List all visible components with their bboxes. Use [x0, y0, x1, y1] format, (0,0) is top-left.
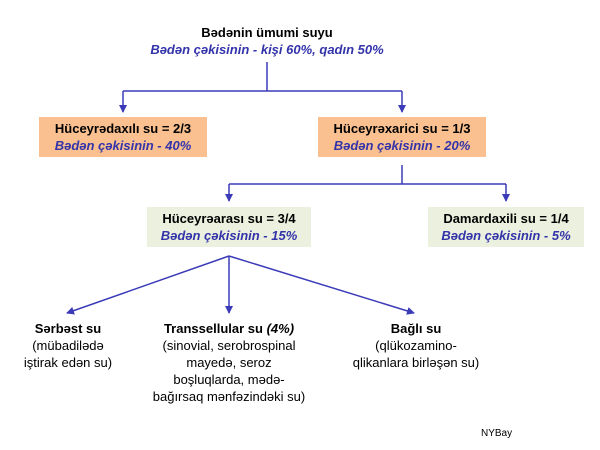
intracellular-water-title: Hüceyrədaxılı su = 2/3 — [54, 121, 192, 136]
interstitial-water-title: Hüceyrəarası su = 3/4 — [162, 211, 296, 226]
transcellular-desc-line: bağırsaq mənfəzindəki su) — [152, 389, 306, 404]
node-total-body-water — [117, 24, 417, 58]
node-interstitial-water — [147, 207, 311, 247]
node-transcellular-water — [144, 320, 314, 405]
intracellular-water-subtitle: Bədən çəkisinin - 40% — [54, 138, 192, 153]
extracellular-water-subtitle: Bədən çəkisinin - 20% — [333, 138, 471, 153]
free-water-title: Sərbəst su — [34, 321, 102, 336]
node-intracellular-water — [39, 117, 207, 157]
node-free-water — [8, 320, 128, 371]
node-extracellular-water — [318, 117, 486, 157]
free-water-desc-line: iştirak edən su) — [23, 355, 113, 370]
transcellular-water-percent: (4%) — [266, 321, 295, 336]
transcellular-desc-line: boşluqlarda, mədə- — [173, 372, 285, 387]
total-body-water-title: Bədənin ümumi suyu — [201, 25, 333, 40]
interstitial-water-subtitle: Bədən çəkisinin - 15% — [160, 228, 298, 243]
intravascular-water-subtitle: Bədən çəkisinin - 5% — [441, 228, 571, 243]
transcellular-desc-line: (sinovial, serobrospinal — [162, 338, 296, 353]
transcellular-desc-line: mayedə, seroz — [186, 355, 272, 370]
bound-water-title: Bağlı su — [390, 321, 442, 336]
node-intravascular-water — [428, 207, 584, 247]
credit-text: NYBay — [481, 428, 513, 439]
bound-water-desc-line: (qlükozamino- — [375, 338, 457, 353]
arrow-to-bound-water — [229, 256, 414, 313]
extracellular-water-title: Hüceyrəxarici su = 1/3 — [333, 121, 471, 136]
arrow-to-free-water — [67, 256, 229, 313]
free-water-desc-line: (mübadilədə — [32, 338, 104, 353]
bound-water-desc-line: qlikanlara birləşən su) — [352, 355, 480, 370]
intravascular-water-title: Damardaxili su = 1/4 — [443, 211, 569, 226]
node-bound-water — [346, 320, 486, 371]
transcellular-water-title: Transsellular su — [163, 321, 263, 336]
total-body-water-subtitle: Bədən çəkisinin - kişi 60%, qadın 50% — [150, 42, 384, 57]
transcellular-water-title-row — [144, 320, 314, 337]
